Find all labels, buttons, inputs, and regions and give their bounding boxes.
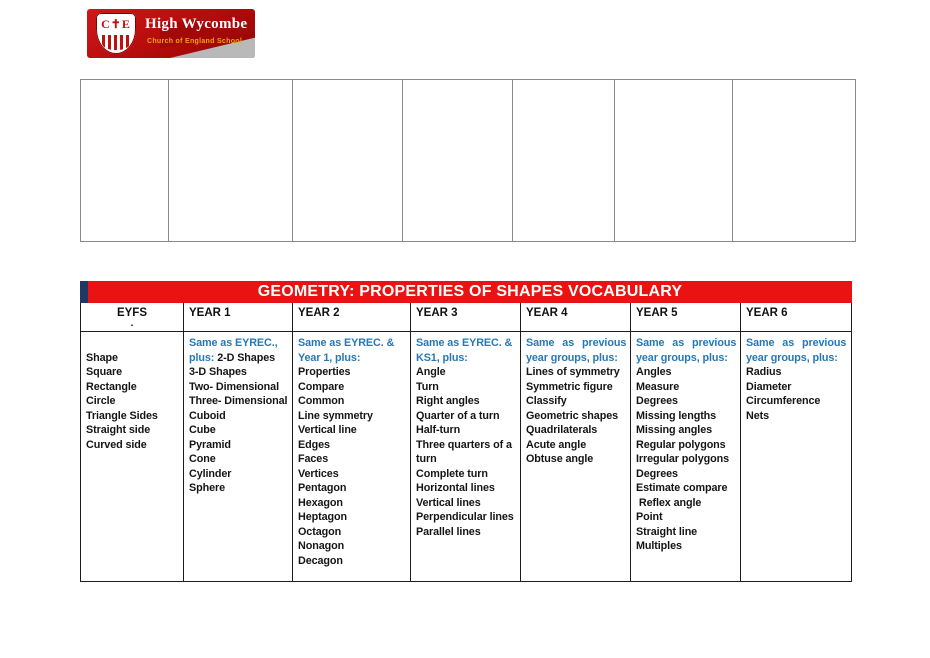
intro-line: Same as EYREC. &	[416, 337, 513, 349]
vocab-term: Parallel lines	[416, 525, 481, 538]
vocab-term: Perpendicular lines	[416, 511, 514, 523]
vocab-term: Three quarters of a turn	[416, 438, 515, 465]
intro-line: year groups, plus:	[526, 351, 618, 364]
vocab-term: Lines of symmetry	[526, 366, 620, 378]
vocab-term: Cylinder	[189, 467, 232, 480]
vocab-term: Horizontal lines	[416, 482, 495, 494]
vocab-term: Turn	[416, 380, 439, 393]
vocab-term: Two- Dimensional	[189, 380, 279, 393]
intro-line: KS1, plus:	[416, 351, 468, 364]
empty-table-cell	[168, 80, 292, 241]
vocab-term: Complete turn	[416, 467, 488, 480]
vocab-term: Classify	[526, 395, 567, 407]
school-subtitle: Church of England School	[147, 38, 243, 45]
intro-line: plus: 2-D Shapes	[189, 351, 275, 364]
vocab-term: Edges	[298, 438, 330, 451]
vocab-term: Circle	[86, 395, 116, 407]
vocab-term: Cuboid	[189, 409, 226, 422]
vocab-term: Measure	[636, 380, 680, 393]
intro-line: Same as EYREC. &	[298, 337, 395, 349]
empty-table	[80, 79, 856, 242]
column-body	[521, 332, 630, 581]
vocab-column	[292, 303, 410, 581]
empty-table-cell	[732, 80, 855, 241]
column-header: YEAR 4	[521, 303, 630, 332]
crest-stripes	[102, 35, 130, 50]
title-accent-bar	[80, 281, 88, 303]
empty-table-cell	[292, 80, 402, 241]
column-body	[411, 332, 520, 581]
school-logo	[87, 9, 255, 58]
vocab-term: Symmetric figure	[526, 380, 613, 393]
school-name: High Wycombe	[145, 16, 248, 32]
column-header: YEAR 6	[741, 303, 851, 332]
vocab-term: Square	[86, 366, 123, 378]
intro-line: year groups, plus:	[746, 351, 838, 364]
vocab-column	[740, 303, 851, 581]
vocab-term: Half-turn	[416, 424, 461, 436]
column-header: YEAR 3	[411, 303, 520, 332]
intro-line: year groups, plus:	[636, 351, 728, 364]
column-header: EYFS .	[81, 303, 183, 332]
vocab-term: Angle	[416, 366, 446, 378]
vocab-term: Radius	[746, 366, 782, 378]
vocab-term: Curved side	[86, 438, 147, 451]
vocab-term: Vertical line	[298, 424, 357, 436]
vocab-term: Geometric shapes	[526, 409, 619, 422]
vocab-term: Pyramid	[189, 438, 231, 451]
vocab-term: Regular polygons	[636, 438, 726, 451]
vocab-term: Triangle Sides	[86, 409, 158, 422]
vocab-column	[520, 303, 630, 581]
vocab-column	[183, 303, 292, 581]
vocab-term: Properties	[298, 366, 351, 378]
vocab-term: Diameter	[746, 380, 792, 393]
vocab-term	[86, 336, 181, 351]
vocab-term: Faces	[298, 453, 329, 465]
column-header: YEAR 5	[631, 303, 740, 332]
vocab-term: Octagon	[298, 525, 342, 538]
vocab-term: Multiples	[636, 540, 682, 552]
empty-table-cell	[402, 80, 512, 241]
vocab-term: Point	[636, 511, 663, 523]
vocab-term: Acute angle	[526, 438, 587, 451]
vocab-term: 3-D Shapes	[189, 366, 247, 378]
vocab-term: Missing angles	[636, 424, 712, 436]
vocab-term: Quarter of a turn	[416, 409, 500, 422]
intro-line: Same as previous	[746, 337, 847, 349]
vocab-term: Right angles	[416, 395, 480, 407]
vocab-term: Angles	[636, 366, 672, 378]
empty-table-cell	[614, 80, 732, 241]
intro-line: Same as previous	[636, 337, 737, 349]
vocab-term: Straight line	[636, 525, 698, 538]
vocab-term: Cube	[189, 424, 216, 436]
column-header: YEAR 1	[184, 303, 292, 332]
vocab-term: Straight side	[86, 424, 151, 436]
intro-line: Same as EYREC.,	[189, 337, 278, 349]
vocab-term: Reflex angle	[636, 496, 702, 509]
vocab-columns	[80, 303, 852, 582]
vocab-term: Shape	[86, 351, 118, 364]
vocab-column	[630, 303, 740, 581]
vocab-term: Degrees	[636, 395, 678, 407]
vocab-term: Quadrilaterals	[526, 424, 598, 436]
table-title: GEOMETRY: PROPERTIES OF SHAPES VOCABULARY	[88, 281, 852, 303]
vocab-term: Estimate compare	[636, 482, 728, 494]
vocab-term: Nonagon	[298, 540, 345, 552]
intro-line: Year 1, plus:	[298, 351, 361, 364]
vocab-term: Pentagon	[298, 482, 347, 494]
vocab-term: Compare	[298, 380, 345, 393]
vocab-term: Obtuse angle	[526, 453, 594, 465]
crest-letters: C✝E	[101, 17, 131, 31]
vocab-term: Three- Dimensional	[189, 395, 288, 407]
vocab-term: Heptagon	[298, 511, 347, 523]
vocab-term: Rectangle	[86, 380, 137, 393]
vocab-term: Vertical lines	[416, 496, 481, 509]
vocab-column	[410, 303, 520, 581]
vocab-term: Degrees	[636, 467, 678, 480]
vocab-term: Irregular polygons	[636, 453, 729, 465]
table-title-row	[80, 281, 852, 303]
intro-line: Same as previous	[526, 337, 627, 349]
vocab-term: Line symmetry	[298, 409, 373, 422]
column-body	[81, 332, 183, 581]
vocab-term: Missing lengths	[636, 409, 717, 422]
column-body	[741, 332, 851, 581]
empty-table-cell	[81, 80, 168, 241]
vocab-term: Cone	[189, 453, 216, 465]
vocab-term: Circumference	[746, 395, 821, 407]
column-header-note: .	[130, 318, 134, 329]
column-body	[293, 332, 410, 581]
column-header: YEAR 2	[293, 303, 410, 332]
vocab-term: Vertices	[298, 467, 339, 480]
column-body	[184, 332, 292, 581]
vocab-term: Common	[298, 395, 345, 407]
vocab-term: Nets	[746, 409, 770, 422]
vocab-term: Decagon	[298, 554, 343, 567]
vocab-term: Sphere	[189, 482, 226, 494]
vocab-term: Hexagon	[298, 496, 343, 509]
vocab-column	[81, 303, 183, 581]
empty-table-cell	[512, 80, 614, 241]
column-body	[631, 332, 740, 581]
vocabulary-table	[80, 281, 852, 582]
school-crest-icon	[96, 13, 136, 54]
